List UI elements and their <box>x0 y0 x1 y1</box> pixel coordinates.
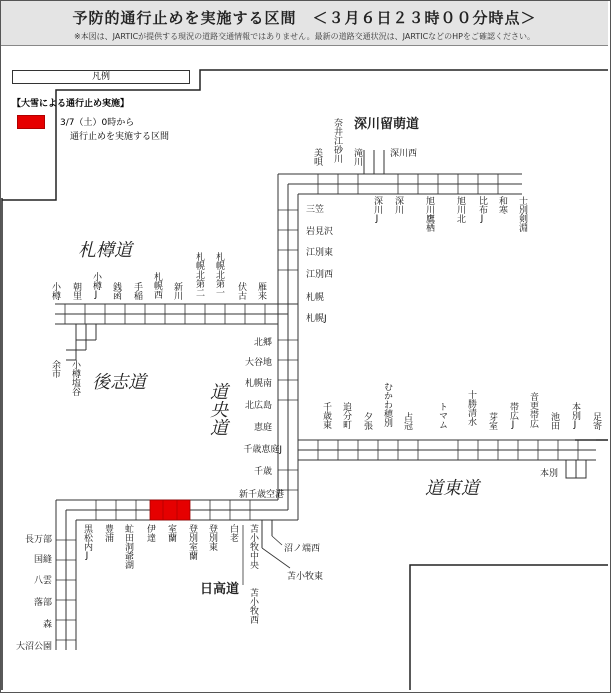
label-asari: 朝里 <box>71 282 81 300</box>
label-honbetsu: 本別 <box>540 469 559 479</box>
label-kitago: 北郷 <box>253 338 272 348</box>
label-chitose-eniwa-jct: 千歳恵庭J <box>243 445 282 455</box>
region-doo: 道央道 <box>207 382 228 436</box>
label-ikeda: 池田 <box>549 412 559 430</box>
label-tomakomai-nishi: 苫小牧西 <box>248 588 258 624</box>
label-date: 伊達 <box>145 524 155 542</box>
label-shimukappu: 占冠 <box>402 412 412 430</box>
label-otofuke-obihiro: 音更帯広 <box>528 392 538 428</box>
label-tomamu: トマム <box>437 402 447 429</box>
label-oshamambe: 長万部 <box>24 535 52 545</box>
label-abuta-toyako: 虻田洞爺湖 <box>123 524 133 569</box>
label-chitose-higashi: 千歳東 <box>321 402 331 429</box>
disclaimer-notice: ※本図は、JARTICが提供する現況の道路交通情報ではありません。最新の道路交通状況は、JARTICなどのHPをご確認ください。 <box>73 32 536 41</box>
label-chitose: 千歳 <box>253 467 272 477</box>
label-ebetsu-higashi: 江別東 <box>306 248 334 258</box>
label-asahikawa-kita: 旭川北 <box>455 196 465 223</box>
label-nae-sunagawa: 奈井江砂川 <box>332 118 342 163</box>
label-hifu-jct: 比布J <box>477 196 487 224</box>
label-takikawa: 滝川 <box>352 148 362 166</box>
label-asahikawa-takasu: 旭川鷹栖 <box>424 196 434 232</box>
label-zenibako: 銭函 <box>111 282 121 300</box>
label-shinkawa: 新川 <box>172 282 182 300</box>
label-oyachi: 大谷地 <box>244 358 272 368</box>
label-sapporo-nishi: 札幌西 <box>152 272 162 299</box>
label-fukagawa-jct: 深川J <box>372 196 382 224</box>
label-iwamizawa: 岩見沢 <box>306 227 334 237</box>
label-kita2: 札幌北第二 <box>194 252 204 297</box>
label-sapporo-jct: 札幌J <box>306 314 327 324</box>
label-oiwake: 追分町 <box>341 402 351 429</box>
label-otaru-jct: 小樽J <box>91 272 101 300</box>
region-fukagawa-rumoi: 深川留萌道 <box>354 117 420 132</box>
label-toyoura: 豊浦 <box>103 524 113 542</box>
label-kariki: 雁来 <box>256 282 266 300</box>
label-muroran: 室蘭 <box>166 524 176 542</box>
label-yoichi: 余市 <box>50 360 60 378</box>
region-doto: 道東道 <box>425 478 479 499</box>
label-shibetsu-kenbuchi: 士別剣淵 <box>517 196 527 232</box>
label-mukawa-hobetsu: むかわ穂別 <box>382 382 392 427</box>
label-yakumo: 八雲 <box>33 576 52 586</box>
label-tokachi-shimizu: 十勝清水 <box>466 390 476 426</box>
label-sapporo-minami: 札幌南 <box>244 379 272 389</box>
label-teine: 手稲 <box>132 282 142 300</box>
label-otoshibe: 落部 <box>33 598 52 608</box>
label-otaru: 小樽 <box>50 282 60 300</box>
label-fukagawa-nishi: 深川西 <box>390 149 418 159</box>
label-sapporo: 札幌 <box>306 293 325 303</box>
label-ebetsu-nishi: 江別西 <box>306 270 334 280</box>
label-kita1: 札幌北第一 <box>214 252 224 297</box>
label-kunnui: 国縫 <box>33 555 52 565</box>
legend-closure-swatch <box>17 115 45 129</box>
label-shinchitose: 新千歳空港 <box>238 490 284 500</box>
label-kuromatsunai-jct: 黒松内J <box>82 524 92 561</box>
legend-closure-time: 3/7（土）0時から <box>60 118 135 128</box>
label-noboribetsu-higashi: 登別東 <box>207 524 217 551</box>
label-mori: 森 <box>42 620 52 630</box>
label-obihiro-jct: 帯広J <box>508 402 518 430</box>
legend-subtitle: 【大雪による通行止め実施】 <box>12 99 130 109</box>
closure-segment <box>150 500 190 520</box>
label-eniwa: 恵庭 <box>253 423 272 433</box>
label-ashoro: 足寄 <box>591 412 601 430</box>
label-numanohata-nishi: 沼ノ端西 <box>284 544 321 554</box>
label-honbetsu-jct: 本別J <box>570 402 580 430</box>
legend-closure-desc: 通行止めを実施する区間 <box>70 132 170 142</box>
region-hidaka: 日高道 <box>200 582 240 597</box>
label-otaru-shioya: 小樽塩谷 <box>70 360 80 396</box>
label-tomakomai-chuo: 苫小牧中央 <box>248 524 258 569</box>
label-mikasa: 三笠 <box>306 205 325 215</box>
label-fushiko: 伏古 <box>236 282 246 300</box>
label-tomakomai-higashi: 苫小牧東 <box>287 572 324 582</box>
region-shiribeshi: 後志道 <box>92 372 146 393</box>
label-bibai: 美唄 <box>312 148 322 166</box>
label-shiraoi: 白老 <box>228 524 238 542</box>
label-noboribetsu-muroran: 登別室蘭 <box>187 524 197 560</box>
label-wassamu: 和寒 <box>497 196 507 214</box>
label-fukagawa: 深川 <box>393 196 403 214</box>
label-kitahiroshima: 北広島 <box>244 401 272 411</box>
page-title: 予防的通行止めを実施する区間 ＜３月６日２３時００分時点＞ <box>72 9 537 27</box>
region-sasson: 札樽道 <box>78 240 132 261</box>
legend-title: 凡例 <box>12 70 190 84</box>
label-onuma-koen: 大沼公園 <box>15 642 52 652</box>
label-memuro: 芽室 <box>487 412 497 430</box>
label-yubari: 夕張 <box>362 412 372 430</box>
